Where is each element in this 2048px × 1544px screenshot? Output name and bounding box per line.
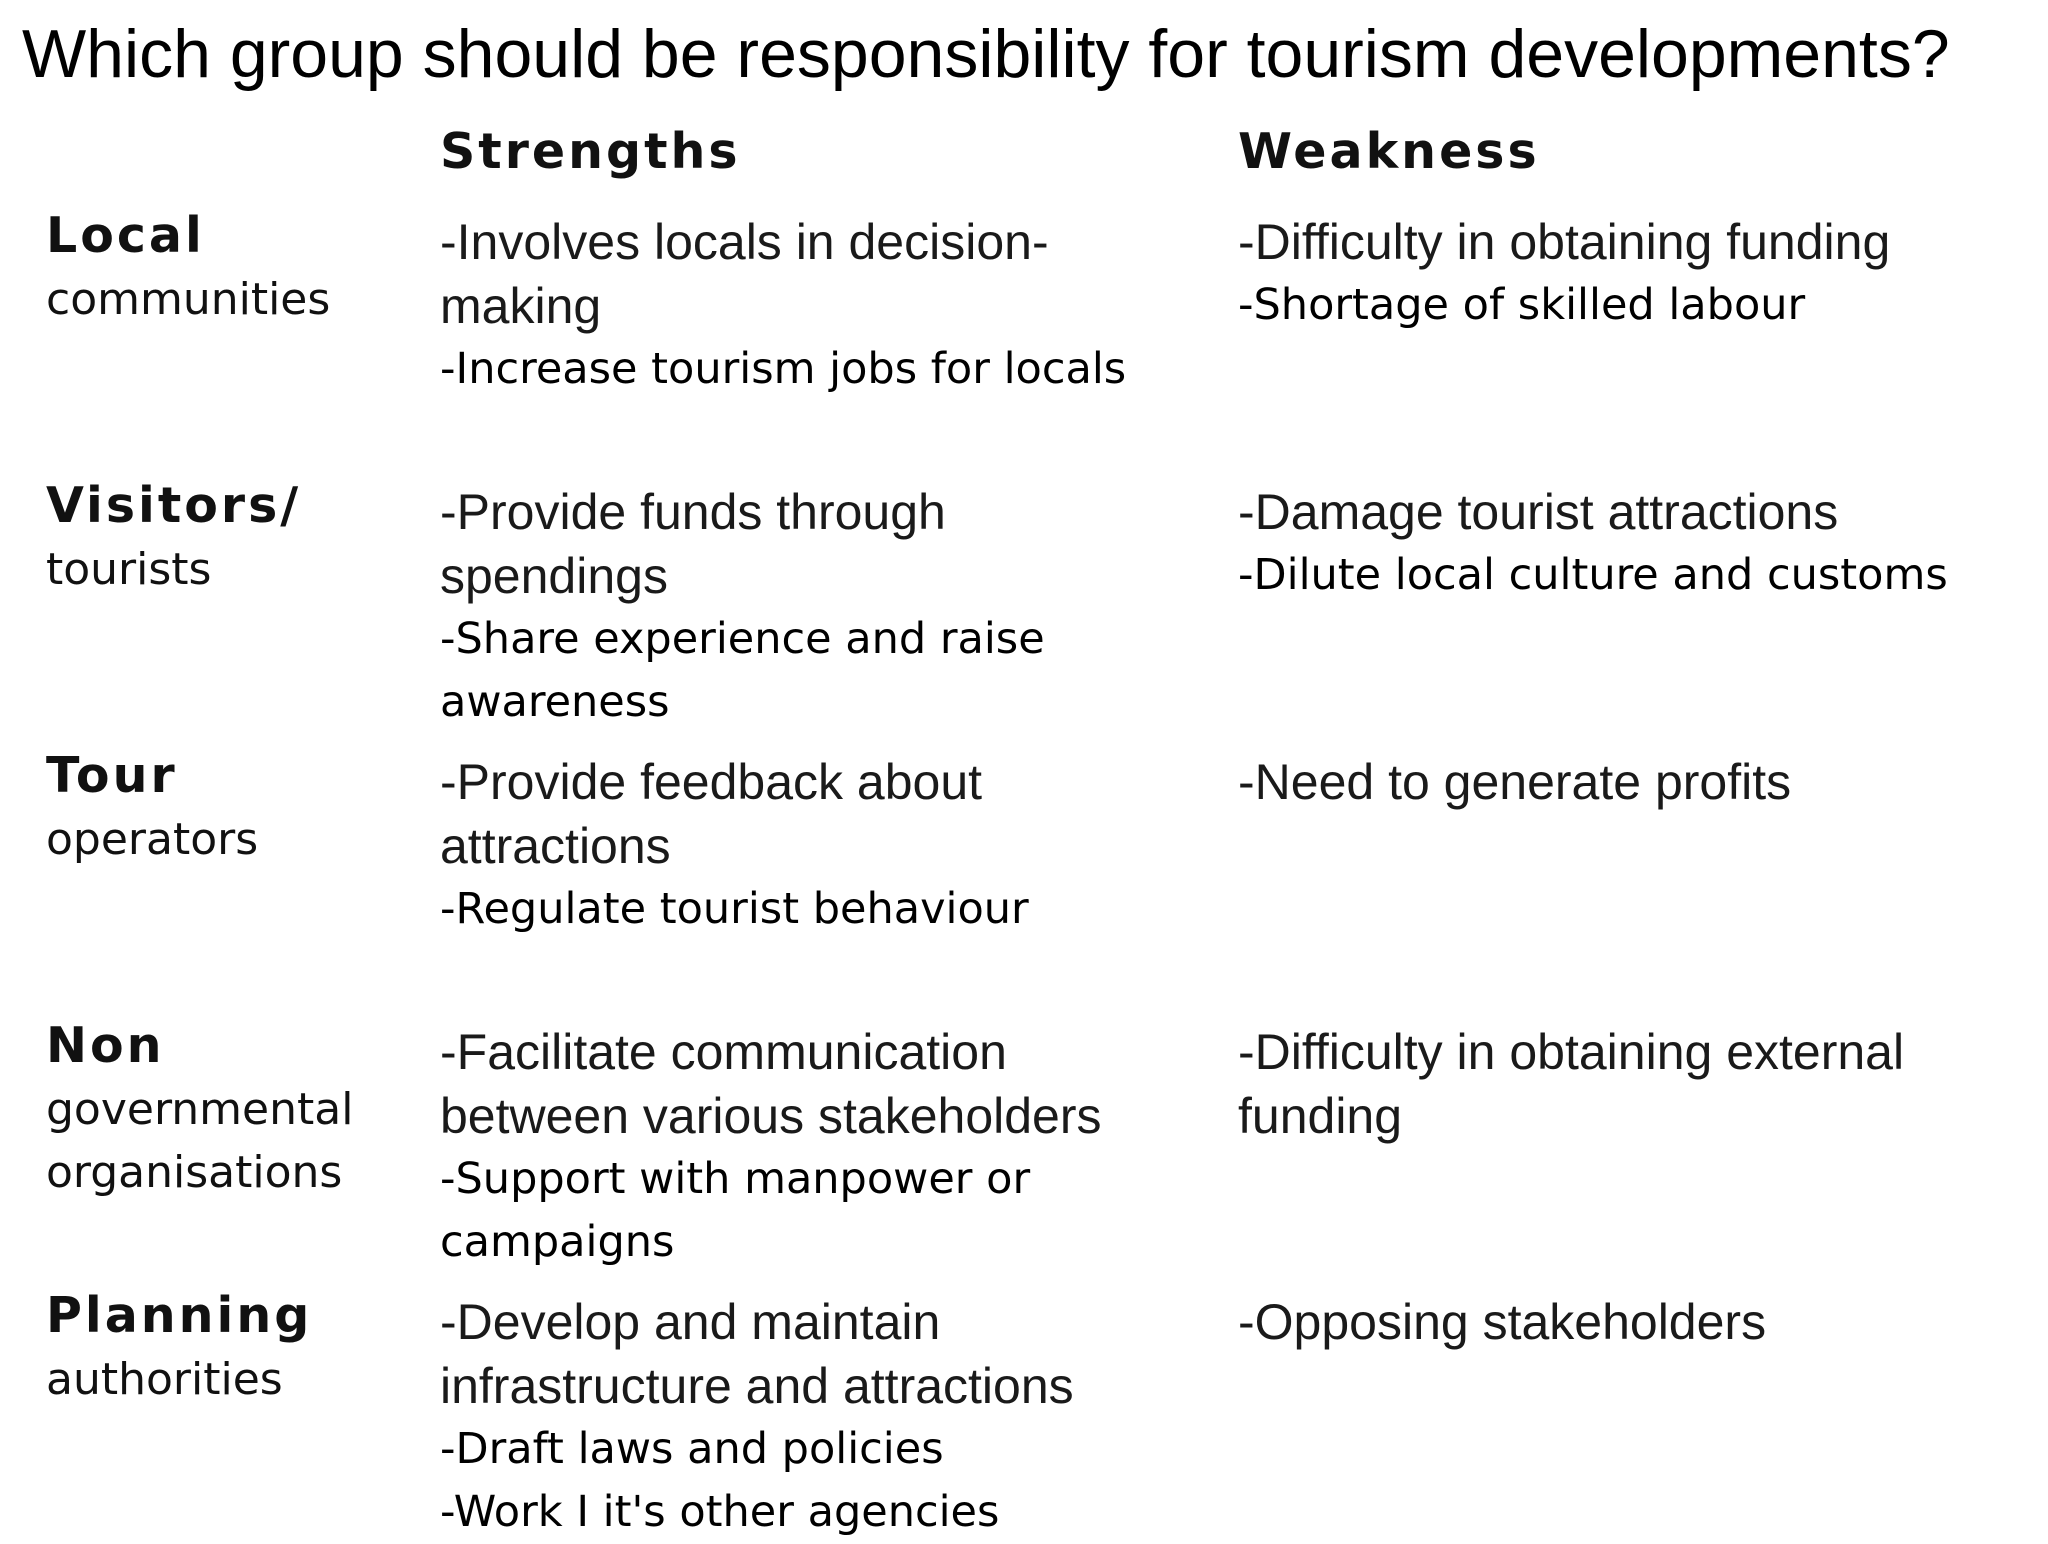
weakness-cell [1238,750,2028,814]
group-label-bold: Non [46,1017,165,1074]
weakness-column-header: Weakness [1238,123,1540,180]
group-label-bold: Visitors/ [46,477,302,534]
group-label [46,744,406,871]
strength-primary: -Involves locals in decision- making [440,214,1049,334]
strength-secondary: -Regulate tourist behaviour [440,884,1029,934]
strength-secondary: -Share experience and raise awareness [440,614,1045,727]
weakness-cell [1238,1290,2028,1354]
group-label-bold: Planning [46,1287,313,1344]
strengths-cell [440,1290,1160,1544]
group-label [46,204,406,331]
weakness-cell [1238,210,2028,337]
weakness-primary: -Opposing stakeholders [1238,1294,1767,1350]
strength-primary: -Provide funds through spendings [440,484,946,604]
strengths-cell [440,1020,1160,1274]
group-label-rest: operators [46,814,259,865]
strength-primary: -Facilitate communication between various stakeholders [440,1024,1102,1144]
strength-primary: -Develop and maintain infrastructure and attractions [440,1294,1074,1414]
group-label-bold: Local [46,207,205,264]
strength-secondary: -Draft laws and policies -Work I it's other agencies [440,1424,1000,1537]
group-label-rest: governmental organisations [46,1084,354,1198]
weakness-primary: -Difficulty in obtaining external funding [1238,1024,1905,1144]
group-label-rest: authorities [46,1354,283,1405]
weakness-primary: -Difficulty in obtaining funding [1238,214,1891,270]
strengths-column-header: Strengths [440,123,741,180]
weakness-cell [1238,1020,2028,1148]
strength-primary: -Provide feedback about attractions [440,754,983,874]
group-label-bold: Tour [46,747,178,804]
group-label [46,1014,406,1204]
weakness-secondary: -Shortage of skilled labour [1238,280,1806,330]
weakness-cell [1238,480,2028,607]
strength-secondary: -Support with manpower or campaigns [440,1154,1031,1267]
group-label [46,1284,406,1411]
weakness-secondary: -Dilute local culture and customs [1238,550,1948,600]
group-label [46,474,406,601]
strengths-cell [440,210,1160,401]
strength-secondary: -Increase tourism jobs for locals [440,344,1127,394]
weakness-primary: -Need to generate profits [1238,754,1792,810]
group-label-rest: tourists [46,544,212,595]
page-title: Which group should be responsibility for tourism developments? [22,16,1950,92]
weakness-primary: -Damage tourist attractions [1238,484,1839,540]
group-label-rest: communities [46,274,331,325]
strengths-cell [440,750,1160,941]
strengths-cell [440,480,1160,734]
